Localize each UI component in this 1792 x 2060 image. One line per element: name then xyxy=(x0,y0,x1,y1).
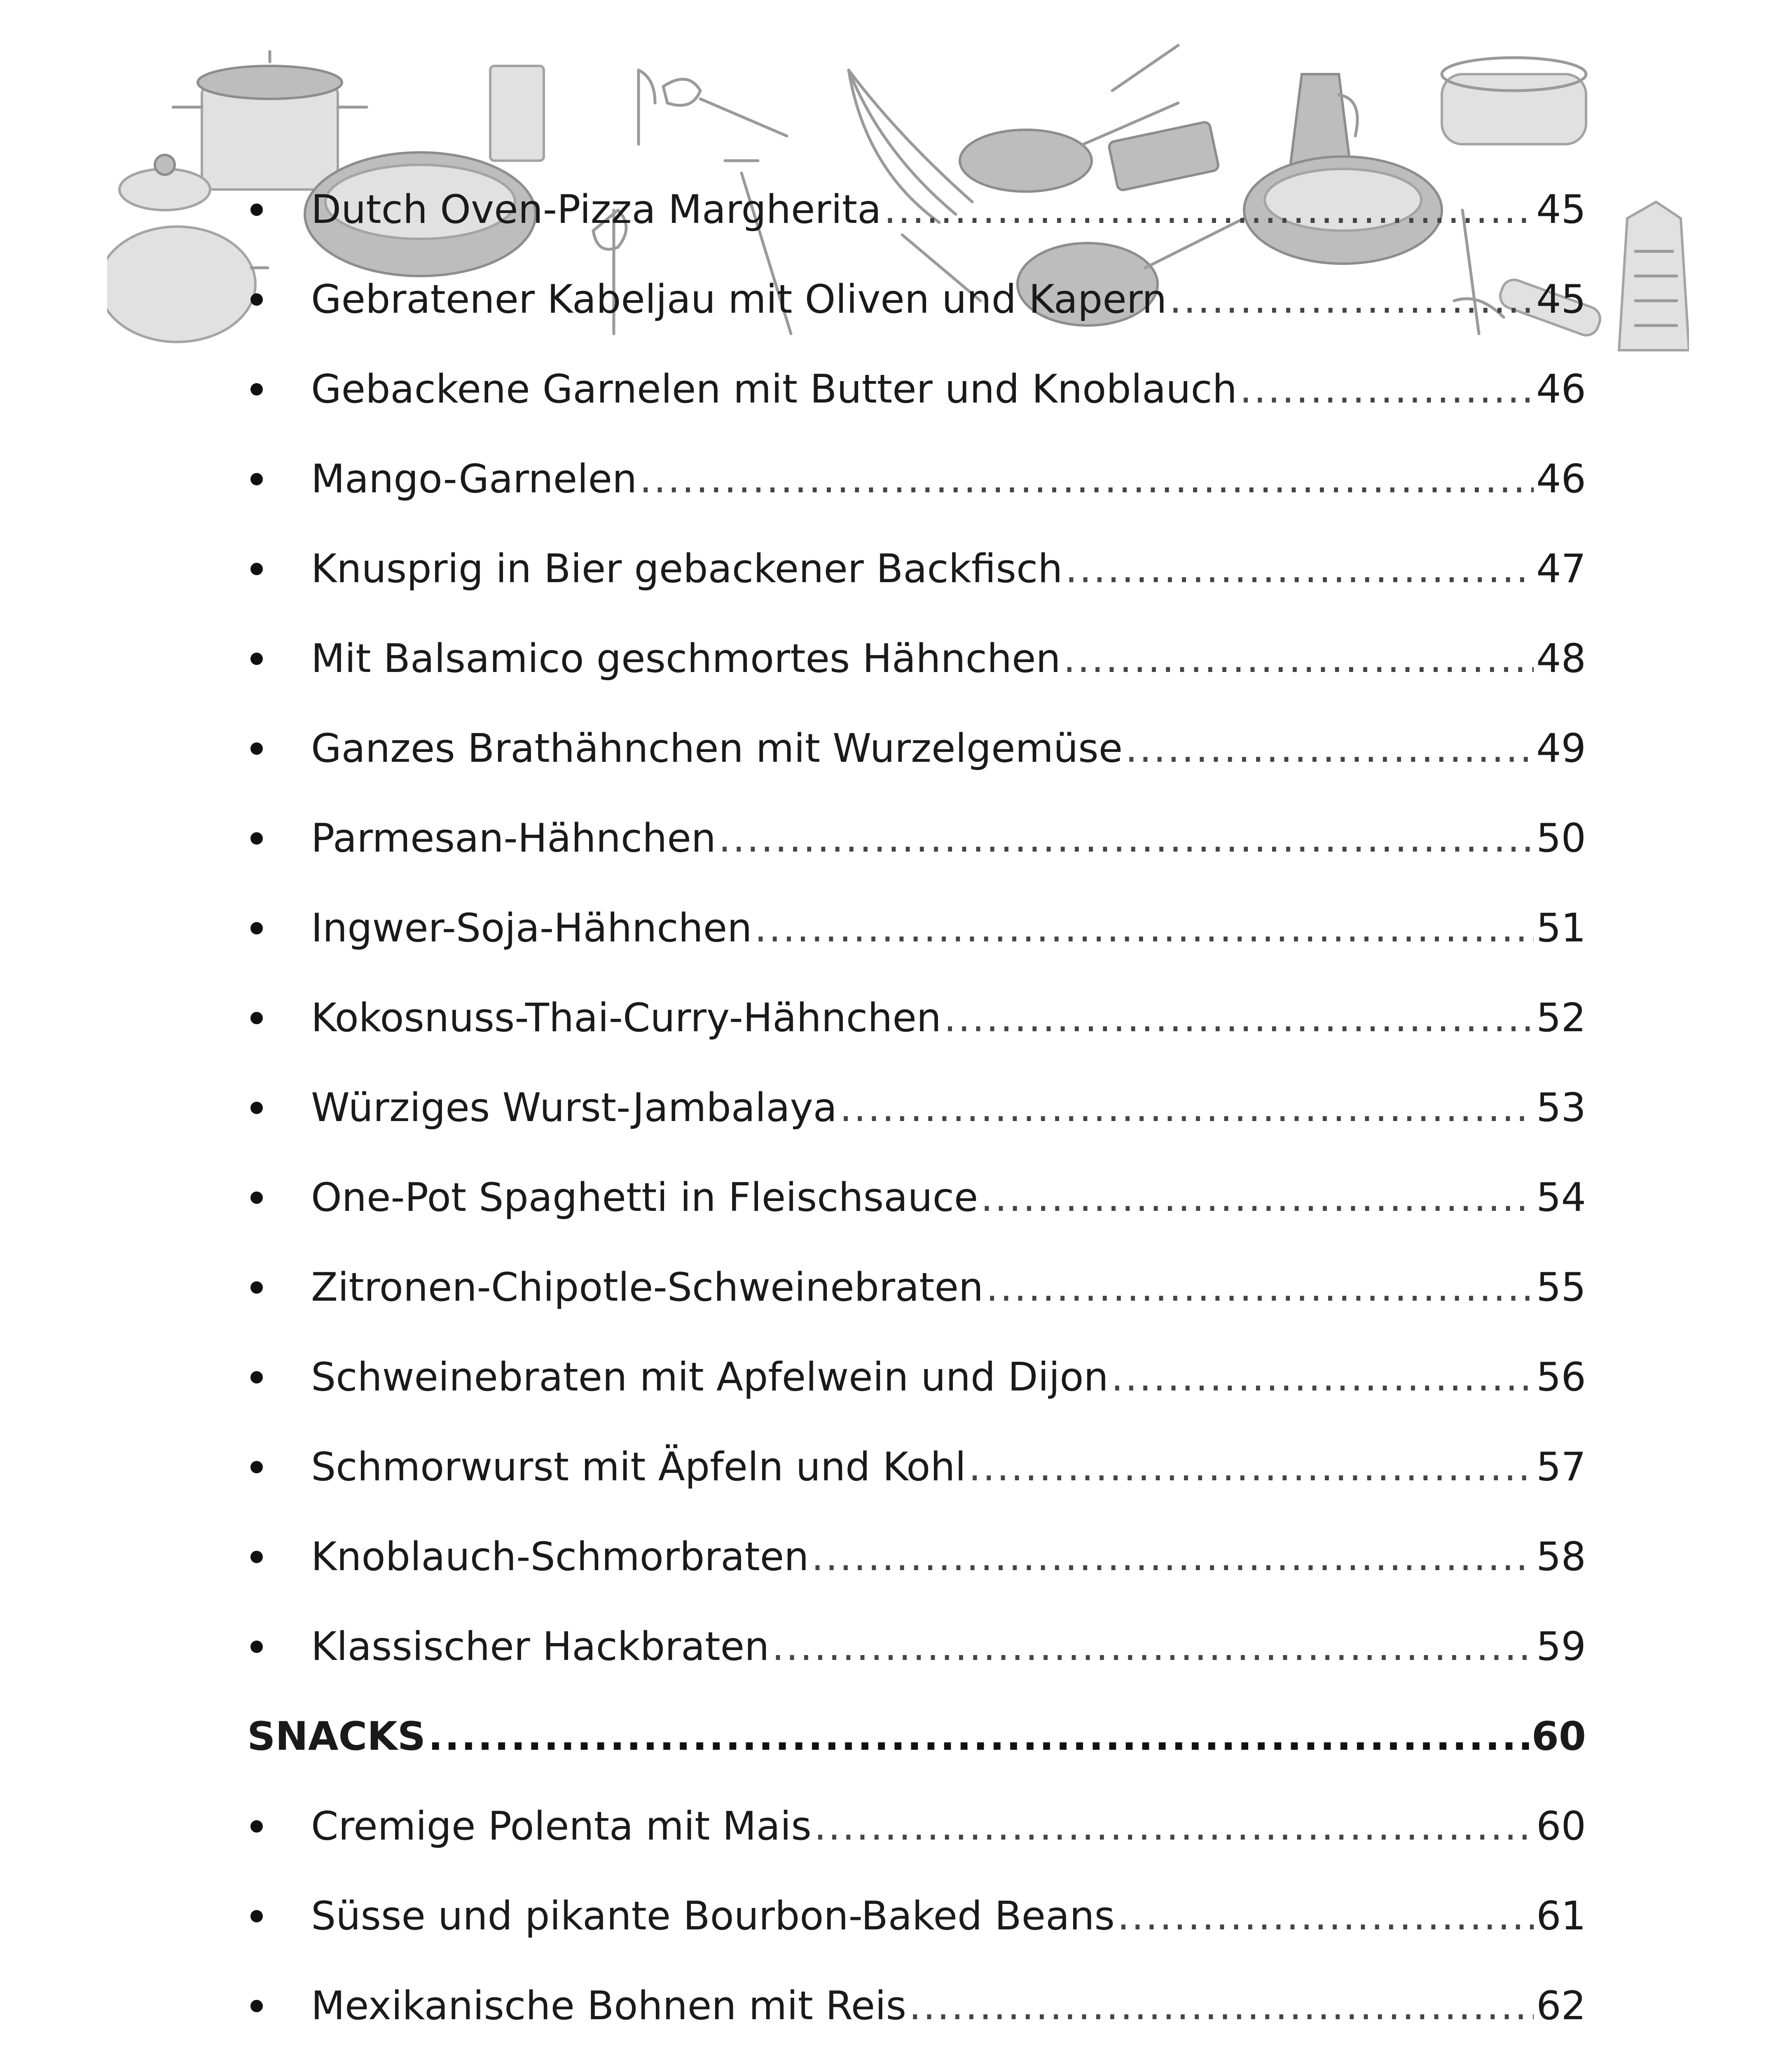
dot-leader xyxy=(969,1448,1534,1487)
bullet-icon xyxy=(250,1371,263,1383)
toc-entry-title: Knoblauch-Schmorbraten xyxy=(311,1534,809,1580)
toc-entry[interactable] xyxy=(247,434,1586,524)
toc-entry-title: Gebratener Kabeljau mit Oliven und Kapern xyxy=(311,276,1167,322)
dot-leader xyxy=(428,1717,1529,1756)
toc-entry-page: 51 xyxy=(1536,905,1586,951)
toc-entry[interactable] xyxy=(247,1781,1586,1871)
toc-entry-page: 56 xyxy=(1536,1354,1586,1400)
toc-entry-title: Gebackene Garnelen mit Butter und Knoblauch xyxy=(311,366,1237,412)
toc-entry-page: 60 xyxy=(1536,1803,1586,1849)
toc-entry[interactable] xyxy=(247,1332,1586,1422)
toc-entry[interactable] xyxy=(247,165,1586,255)
dot-leader xyxy=(814,1807,1534,1846)
toc-entry[interactable] xyxy=(247,883,1586,973)
cake-ring-icon xyxy=(1442,58,1586,144)
toc-entry-title: Mexikanische Bohnen mit Reis xyxy=(311,1983,907,2029)
toc-entry-page: 62 xyxy=(1536,1983,1586,2029)
toc-entry-page: 49 xyxy=(1536,726,1586,771)
bullet-icon xyxy=(250,293,263,306)
toc-entry[interactable] xyxy=(247,1512,1586,1602)
pot-lid-icon xyxy=(119,155,210,210)
toc-entry-title: Schmorwurst mit Äpfeln und Kohl xyxy=(311,1444,966,1490)
bullet-icon xyxy=(250,383,263,396)
glass-icon xyxy=(490,66,544,161)
dot-leader xyxy=(986,1268,1534,1307)
dot-leader xyxy=(1125,729,1534,768)
toc-entry[interactable] xyxy=(247,1243,1586,1332)
bullet-icon xyxy=(250,1102,263,1114)
bullet-icon xyxy=(250,1281,263,1294)
toc-entry-page: 52 xyxy=(1536,995,1586,1041)
dot-leader xyxy=(1240,370,1534,409)
toc-entry-title: Ganzes Brathähnchen mit Wurzelgemüse xyxy=(311,726,1123,771)
bullet-icon xyxy=(250,204,263,216)
toc-entry[interactable] xyxy=(247,344,1586,434)
dot-leader xyxy=(718,819,1534,858)
toc-entry-page: 57 xyxy=(1536,1444,1586,1490)
toc-entry-title: Süsse und pikante Bourbon-Baked Beans xyxy=(311,1893,1115,1939)
toc-entry-title: One-Pot Spaghetti in Fleischsauce xyxy=(311,1175,978,1220)
bullet-icon xyxy=(250,922,263,934)
toc-entry-title: Mit Balsamico geschmortes Hähnchen xyxy=(311,636,1061,681)
spoon-icon xyxy=(663,79,787,136)
dot-leader xyxy=(944,999,1534,1038)
toc-entry-title: Cremige Polenta mit Mais xyxy=(311,1803,812,1849)
round-pot-icon xyxy=(107,227,268,342)
bullet-icon xyxy=(250,1910,263,1922)
toc-entry-page: 53 xyxy=(1536,1085,1586,1131)
toc-entry[interactable] xyxy=(247,2051,1586,2060)
toc-entry[interactable] xyxy=(247,1153,1586,1243)
toc-entry-page: 61 xyxy=(1536,1893,1586,1939)
toc-entry-page: 45 xyxy=(1536,276,1586,322)
toc-entry-title: Zitronen-Chipotle-Schweinebraten xyxy=(311,1264,984,1310)
dot-leader xyxy=(840,1089,1534,1128)
bullet-icon xyxy=(250,1551,263,1563)
toc-entry-page: 46 xyxy=(1536,366,1586,412)
bullet-icon xyxy=(250,1641,263,1653)
toc-entry-title: Würziges Wurst-Jambalaya xyxy=(311,1085,837,1131)
dot-leader xyxy=(1065,550,1534,589)
dot-leader xyxy=(980,1178,1534,1217)
bullet-icon xyxy=(250,1820,263,1833)
toc-entry[interactable] xyxy=(247,973,1586,1063)
toc-section-heading[interactable] xyxy=(247,1692,1586,1781)
toc-entry-page: 54 xyxy=(1536,1175,1586,1220)
dot-leader xyxy=(909,1987,1534,2026)
toc-entry-title: Mango-Garnelen xyxy=(311,456,637,502)
toc-entry-page: 59 xyxy=(1536,1624,1586,1669)
dot-leader xyxy=(1063,639,1534,679)
bullet-icon xyxy=(250,653,263,665)
toc-entry[interactable] xyxy=(247,1422,1586,1512)
dot-leader xyxy=(1111,1358,1534,1397)
toc-section-page: 60 xyxy=(1531,1714,1586,1759)
toc-entry-title: Klassischer Hackbraten xyxy=(311,1624,770,1669)
toc-entry-page: 45 xyxy=(1536,187,1586,232)
bullet-icon xyxy=(250,1012,263,1024)
bullet-icon xyxy=(250,473,263,485)
toc-entry[interactable] xyxy=(247,1961,1586,2051)
bullet-icon xyxy=(250,563,263,575)
toc-entry-page: 47 xyxy=(1536,546,1586,592)
grater-icon xyxy=(1619,202,1689,350)
toc-entry-title: Schweinebraten mit Apfelwein und Dijon xyxy=(311,1354,1109,1400)
table-of-contents xyxy=(247,165,1586,2060)
toc-entry-page: 55 xyxy=(1536,1264,1586,1310)
toc-entry-page: 58 xyxy=(1536,1534,1586,1580)
toc-entry[interactable] xyxy=(247,794,1586,883)
toc-entry[interactable] xyxy=(247,704,1586,794)
dot-leader xyxy=(1169,280,1534,319)
toc-entry-title: Ingwer-Soja-Hähnchen xyxy=(311,905,752,951)
toc-entry-page: 50 xyxy=(1536,815,1586,861)
dot-leader xyxy=(811,1538,1534,1577)
bullet-icon xyxy=(250,832,263,845)
bullet-icon xyxy=(250,742,263,755)
toc-entry[interactable] xyxy=(247,524,1586,614)
toc-entry-title: Knusprig in Bier gebackener Backfisch xyxy=(311,546,1063,592)
toc-entry-page: 48 xyxy=(1536,636,1586,681)
toc-entry[interactable] xyxy=(247,1871,1586,1961)
toc-entry-page: 46 xyxy=(1536,456,1586,502)
toc-entry-title: Parmesan-Hähnchen xyxy=(311,815,716,861)
dot-leader xyxy=(639,460,1534,499)
small-knife-icon xyxy=(639,70,655,144)
toc-entry[interactable] xyxy=(247,1063,1586,1153)
dot-leader xyxy=(1117,1897,1534,1936)
toc-entry[interactable] xyxy=(247,255,1586,344)
toc-entry[interactable] xyxy=(247,614,1586,704)
toc-entry-title: Dutch Oven-Pizza Margherita xyxy=(311,187,882,232)
bullet-icon xyxy=(250,1461,263,1473)
dot-leader xyxy=(772,1627,1534,1667)
bullet-icon xyxy=(250,1192,263,1204)
toc-entry[interactable] xyxy=(247,1602,1586,1692)
toc-section-title: SNACKS xyxy=(247,1714,426,1759)
toc-entry-title: Kokosnuss-Thai-Curry-Hähnchen xyxy=(311,995,942,1041)
dot-leader xyxy=(884,190,1534,229)
dot-leader xyxy=(754,909,1534,948)
bullet-icon xyxy=(250,2000,263,2012)
